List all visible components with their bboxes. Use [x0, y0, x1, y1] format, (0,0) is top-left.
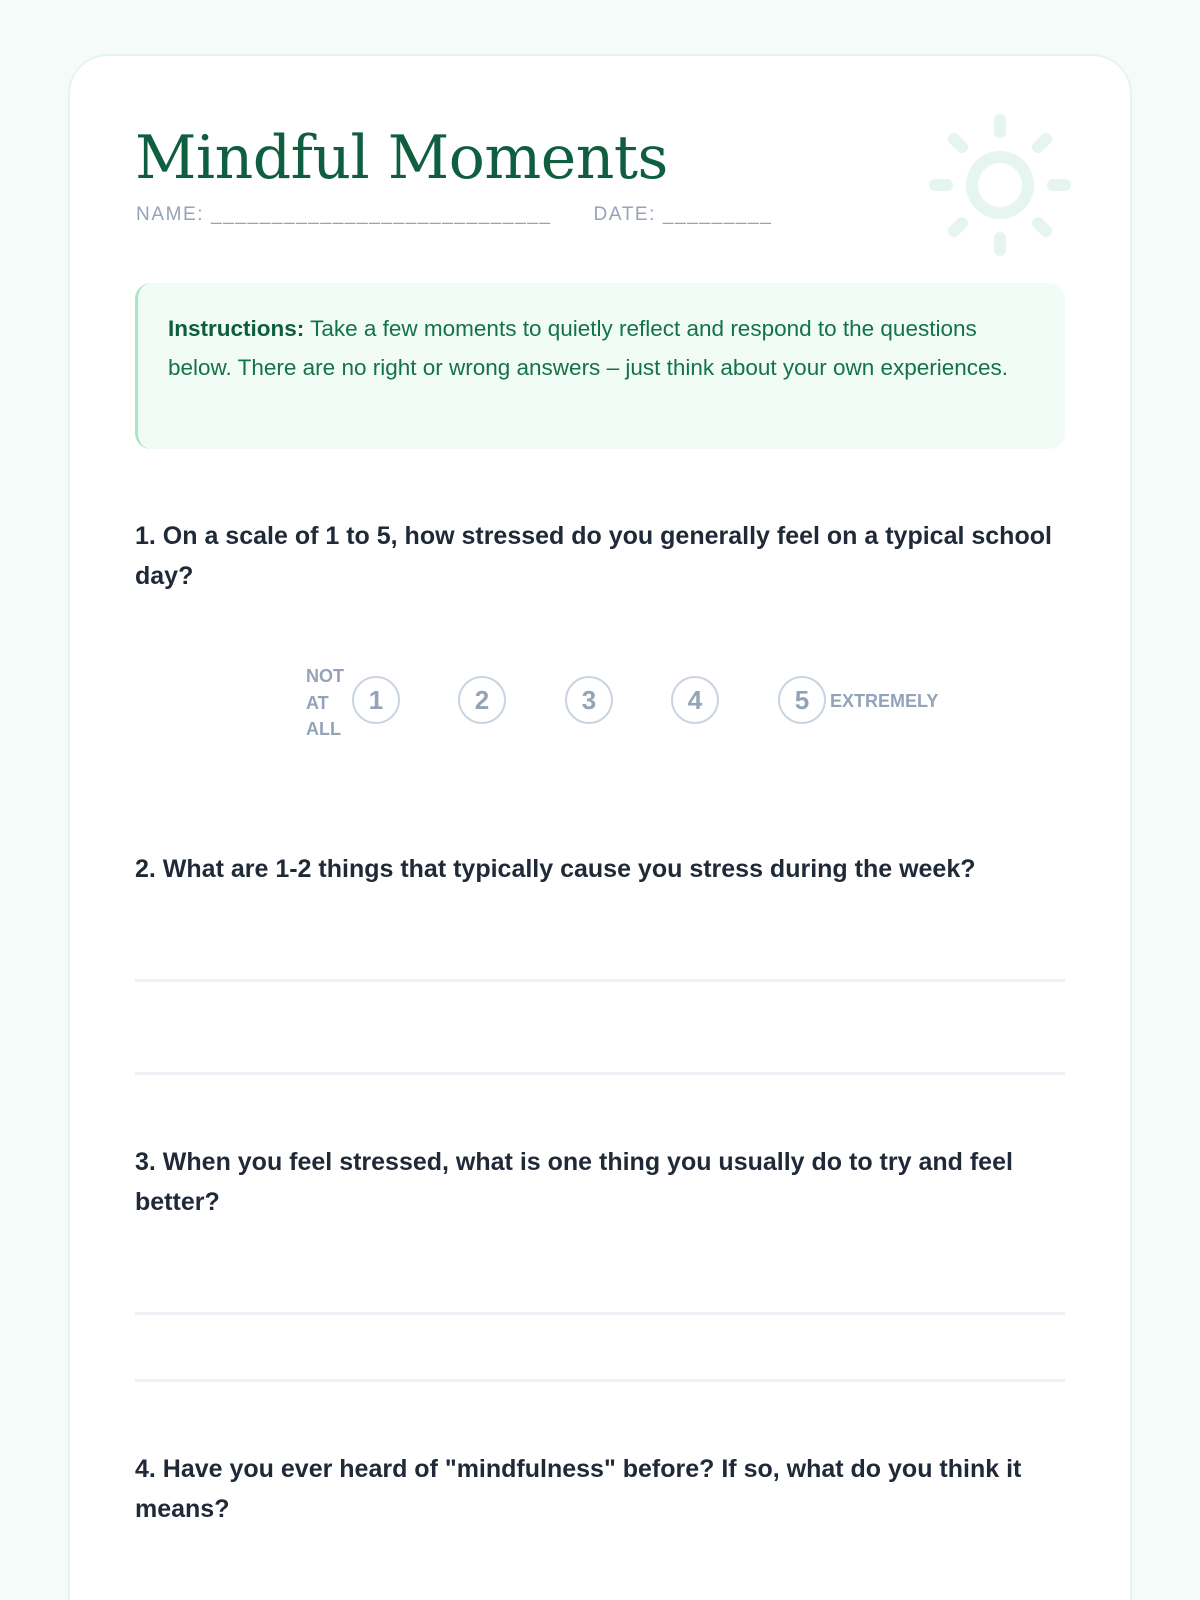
date-field[interactable]: DATE: _________	[593, 204, 773, 225]
sun-icon	[922, 112, 1078, 268]
question-3: 3. When you feel stressed, what is one thing you usually do to try and feel better?	[135, 1148, 1013, 1216]
scale-high-label: EXTREMELY	[830, 691, 939, 711]
instructions-label: Instructions:	[168, 316, 305, 341]
rating-option-5[interactable]: 5	[778, 676, 826, 724]
rating-option-2[interactable]: 2	[458, 676, 506, 724]
answer-line[interactable]	[135, 1379, 1065, 1382]
question-1: 1. On a scale of 1 to 5, how stressed do you generally feel on a typical school day?	[135, 522, 1052, 590]
instructions-text: Take a few moments to quietly reflect and respond to the questions below. There are no right or wrong answers – just think about your own experiences.	[168, 316, 1009, 380]
answer-line[interactable]	[135, 1312, 1065, 1315]
rating-option-3[interactable]: 3	[565, 676, 613, 724]
instructions-box	[135, 283, 1065, 449]
answer-line[interactable]	[135, 1072, 1065, 1075]
rating-option-4[interactable]: 4	[671, 676, 719, 724]
page-title: Mindful Moments	[135, 123, 668, 193]
question-4: 4. Have you ever heard of "mindfulness" before? If so, what do you think it means?	[135, 1455, 1022, 1523]
scale-low-label: NOT AT ALL	[306, 666, 344, 739]
header-fields	[136, 204, 772, 226]
rating-option-1[interactable]: 1	[352, 676, 400, 724]
name-field[interactable]: NAME: ____________________________	[136, 204, 552, 225]
question-2: 2. What are 1-2 things that typically cause you stress during the week?	[135, 855, 976, 883]
answer-line[interactable]	[135, 979, 1065, 982]
